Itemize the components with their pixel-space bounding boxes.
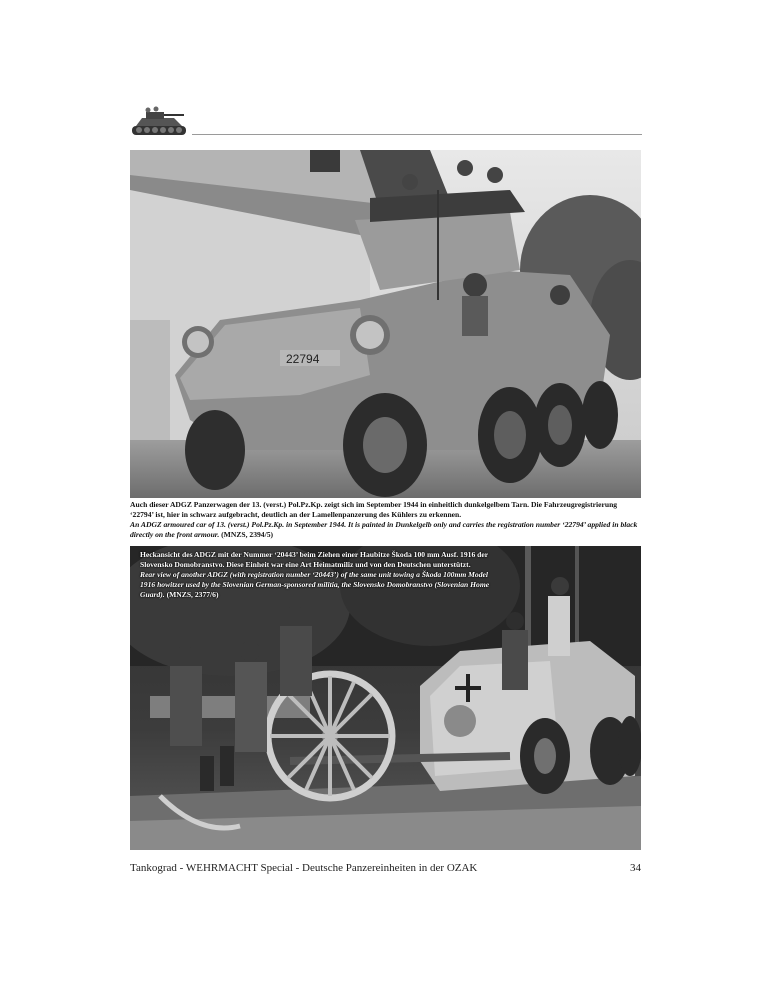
footer-title: Tankograd - WEHRMACHT Special - Deutsche Panzereinheiten in der OZAK bbox=[130, 862, 478, 874]
caption-german: Auch dieser ADGZ Panzerwagen der 13. (verst.) Pol.Pz.Kp. zeigt sich im September 1944 in einheitlich dunkelgelbem Tarn. Die Fahrzeugregistrierung ‘22794’ ist, hier in schwarz aufgebracht, deutlich an der Lamellenpanzerung des Kühlers zu erkennen. bbox=[130, 500, 618, 519]
header-rule bbox=[192, 134, 642, 135]
caption-english: An ADGZ armoured car of 13. (verst.) Pol.Pz.Kp. in September 1944. It is painted in Dunkelgelb only and carries the registration number ‘22794’ applied in black directly on the front armour. bbox=[130, 520, 638, 539]
overlay-caption-english: Rear view of another ADGZ (with registration number ‘20443’) of the same unit towing a Škoda 100mm Model 1916 howitzer used by the Slovenian German-sponsored militia, the Slovensko Domobranstvo (Slovenian Home Guard). bbox=[140, 570, 490, 599]
tank-emblem-icon bbox=[130, 104, 188, 140]
figure-caption bbox=[130, 500, 641, 540]
overlay-caption-source: (MNZS, 2377/6) bbox=[166, 590, 219, 599]
caption-source: (MNZS, 2394/5) bbox=[221, 530, 274, 539]
armoured-car-photo bbox=[130, 150, 641, 498]
overlay-caption bbox=[140, 550, 490, 600]
overlay-caption-german: Heckansicht des ADGZ mit der Nummer ‘20443’ beim Ziehen einer Haubitze Škoda 100 mm Ausf. 1916 der Slovensko Domobranstvo. Diese Einheit war eine Art Heimatmiliz und von den Deutschen unterstützt. bbox=[140, 550, 488, 569]
page-number: 34 bbox=[630, 862, 641, 874]
vehicle-registration-marking: 22794 bbox=[286, 352, 320, 366]
